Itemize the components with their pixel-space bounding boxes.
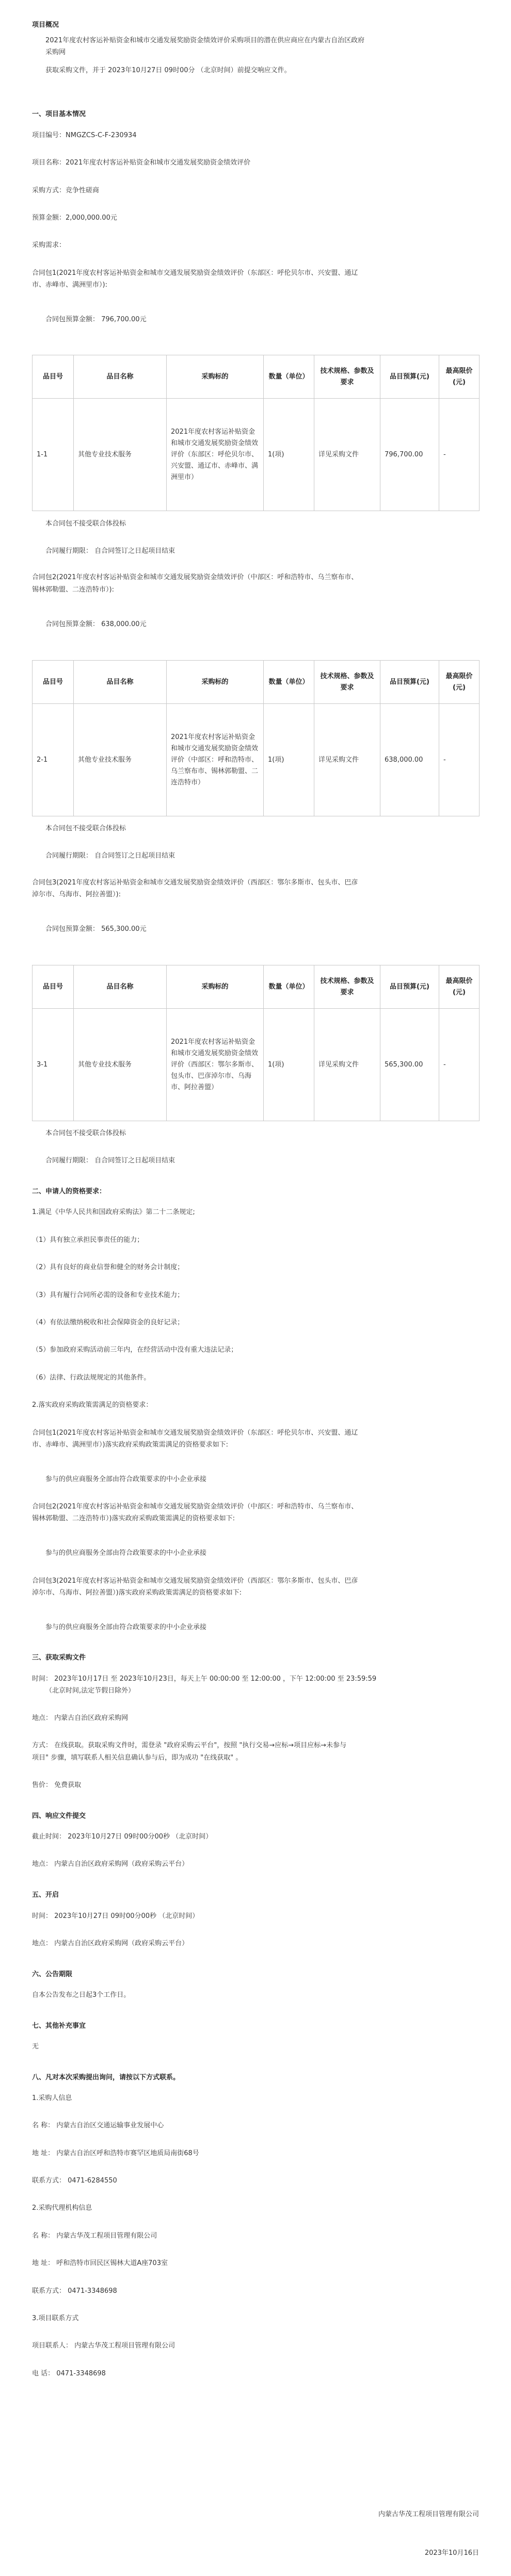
policy-line: 合同包2(2021年度农村客运补贴资金和城市交通发展奖励资金绩效评价（中部区：呼和浩特市、乌兰察布市、 [32, 1503, 358, 1511]
section-heading: 四、响应文件提交 [32, 1812, 86, 1820]
header-cell: 最高限价(元) [439, 965, 480, 1009]
agency-address: 地 址： 呼和浩特市回民区锡林大道A座703室 [32, 2259, 168, 2267]
qualification-item: （6）法律、行政法规规定的其他条件。 [32, 1374, 151, 1382]
acquire-method: 项目" 步骤，填写联系人相关信息确认参与后，即为成功 "在线获取" 。 [32, 1754, 243, 1762]
header-cell: 最高限价(元) [439, 661, 480, 704]
qualification-item: （1）具有独立承担民事责任的能力； [32, 1236, 144, 1244]
item-quantity: 1(项) [264, 704, 314, 816]
qualification-item: （4）有依法缴纳税收和社会保障资金的良好记录； [32, 1319, 184, 1326]
item-budget: 638,000.00 [380, 704, 439, 816]
header-cell: 技术规格、参数及要求 [314, 965, 380, 1009]
agency-phone: 联系方式： 0471-3348698 [32, 2287, 117, 2295]
acquire-method: 方式： 在线获取。获取采购文件时，需登录 "政府采购云平台"，按照 "执行交易→应标→项目应标→未参与 [32, 1742, 347, 1749]
opening-time: 时间： 2023年10月27日 09时00分00秒 （北京时间） [32, 1912, 199, 1920]
header-cell: 品目名称 [74, 355, 167, 399]
lot-budget: 合同包预算金额： 796,700.00元 [45, 316, 147, 323]
table-row [33, 1009, 480, 1121]
notice-period: 自本公告发布之日起3个工作日。 [32, 1991, 131, 1999]
header-cell: 采购标的 [167, 661, 264, 704]
header-cell: 技术规格、参数及要求 [314, 355, 380, 399]
purchaser-name: 名 称： 内蒙古自治区交通运输事业发展中心 [32, 2122, 164, 2129]
item-max-price: - [439, 704, 480, 816]
item-spec: 详见采购文件 [314, 704, 380, 816]
item-number: 3-1 [33, 1009, 74, 1121]
acquire-time: （北京时间,法定节假日除外） [45, 1687, 135, 1695]
section-heading: 六、公告期限 [32, 1971, 73, 1978]
header-cell: 数量（单位） [264, 661, 314, 704]
header-cell: 品目预算(元) [380, 965, 439, 1009]
purchaser-address: 地 址： 内蒙古自治区呼和浩特市赛罕区地质局南街68号 [32, 2150, 199, 2157]
overview-title: 项目概况 [32, 21, 59, 29]
footer-date: 2023年10月16日 [424, 2549, 479, 2557]
header-cell: 品目名称 [74, 965, 167, 1009]
budget-amount: 预算金额：2,000,000.00元 [32, 214, 117, 222]
lot-table [32, 965, 480, 1121]
contact-phone: 电 话： 0471-3348698 [32, 2370, 106, 2377]
lot-intro: 锡林郭勒盟、二连浩特市）): [32, 586, 114, 594]
item-subject: 2021年度农村客运补贴资金和城市交通发展奖励资金绩效评价（东部区：呼伦贝尔市、兴安盟、通辽市、赤峰市、满洲里市） [167, 399, 264, 511]
project-name: 项目名称：2021年度农村客运补贴资金和城市交通发展奖励资金绩效评价 [32, 159, 251, 167]
policy-line: 淖尔市、乌海市、阿拉善盟）)落实政府采购政策需满足的资格要求如下: [32, 1589, 242, 1597]
lot-consortium: 本合同包不接受联合体投标 [45, 1129, 126, 1137]
item-max-price: - [439, 1009, 480, 1121]
contact-title: 3.项目联系方式 [32, 2315, 79, 2322]
qualification-item: （2）具有良好的商业信誉和健全的财务会计制度； [32, 1264, 184, 1271]
header-cell: 品目预算(元) [380, 661, 439, 704]
item-quantity: 1(项) [264, 1009, 314, 1121]
header-cell: 数量（单位） [264, 355, 314, 399]
item-name: 其他专业技术服务 [74, 1009, 167, 1121]
submit-deadline: 截止时间： 2023年10月27日 09时00分00秒 （北京时间） [32, 1833, 213, 1841]
header-cell: 品目号 [33, 661, 74, 704]
submit-place: 地点： 内蒙古自治区政府采购网（政府采购云平台） [32, 1860, 189, 1868]
section-heading: 二、申请人的资格要求： [32, 1188, 106, 1195]
item-number: 1-1 [33, 399, 74, 511]
item-budget: 565,300.00 [380, 1009, 439, 1121]
item-spec: 详见采购文件 [314, 399, 380, 511]
section-heading: 一、项目基本情况 [32, 110, 86, 118]
agency-title: 2.采购代理机构信息 [32, 2204, 92, 2212]
item-name: 其他专业技术服务 [74, 704, 167, 816]
item-budget: 796,700.00 [380, 399, 439, 511]
other-matters: 无 [32, 2043, 39, 2050]
item-max-price: - [439, 399, 480, 511]
lot-intro: 合同包3(2021年度农村客运补贴资金和城市交通发展奖励资金绩效评价（西部区：鄂尔多斯市、包头市、巴彦 [32, 879, 358, 887]
header-cell: 最高限价(元) [439, 355, 480, 399]
section-heading: 五、开启 [32, 1891, 59, 1899]
procurement-method: 采购方式：竞争性磋商 [32, 187, 100, 194]
item-quantity: 1(项) [264, 399, 314, 511]
policy-note: 参与的供应商服务全部由符合政策要求的中小企业承接 [45, 1475, 207, 1483]
policy-line: 合同包3(2021年度农村客运补贴资金和城市交通发展奖励资金绩效评价（西部区：鄂尔多斯市、包头市、巴彦 [32, 1577, 358, 1585]
acquire-place: 地点： 内蒙古自治区政府采购网 [32, 1714, 129, 1722]
agency-name: 名 称： 内蒙古华茂工程项目管理有限公司 [32, 2232, 157, 2240]
lot-table [32, 660, 480, 816]
lot-consortium: 本合同包不接受联合体投标 [45, 520, 126, 528]
header-cell: 技术规格、参数及要求 [314, 661, 380, 704]
purchaser-phone: 联系方式： 0471-6284550 [32, 2177, 117, 2185]
purchaser-title: 1.采购人信息 [32, 2094, 72, 2102]
table-row [33, 704, 480, 816]
header-cell: 采购标的 [167, 965, 264, 1009]
qualification-item: （5）参加政府采购活动前三年内，在经营活动中没有重大违法记录； [32, 1346, 238, 1354]
header-cell: 品目号 [33, 965, 74, 1009]
project-number: 项目编号：NMGZCS-C-F-230934 [32, 132, 137, 139]
contact-person: 项目联系人： 内蒙古华茂工程项目管理有限公司 [32, 2342, 175, 2350]
policy-line: 合同包1(2021年度农村客运补贴资金和城市交通发展奖励资金绩效评价（东部区：呼伦贝尔市、兴安盟、通辽 [32, 1429, 358, 1437]
header-cell: 采购标的 [167, 355, 264, 399]
overview-line: 获取采购文件，并于 2023年10月27日 09时00分 （北京时间）前提交响应文件。 [45, 67, 291, 74]
lot-term: 合同履行期限： 自合同签订之日起项目结束 [45, 852, 175, 860]
opening-place: 地点： 内蒙古自治区政府采购网（政府采购云平台） [32, 1940, 189, 1947]
procurement-demand: 采购需求： [32, 241, 66, 249]
lot-term: 合同履行期限： 自合同签订之日起项目结束 [45, 547, 175, 555]
header-cell: 数量（单位） [264, 965, 314, 1009]
policy-note: 参与的供应商服务全部由符合政策要求的中小企业承接 [45, 1549, 207, 1557]
table-row [33, 399, 480, 511]
policy-heading: 2.落实政府采购政策需满足的资格要求： [32, 1401, 153, 1409]
item-subject: 2021年度农村客运补贴资金和城市交通发展奖励资金绩效评价（中部区：呼和浩特市、乌兰察布市、锡林郭勒盟、二连浩特市） [167, 704, 264, 816]
header-cell: 品目号 [33, 355, 74, 399]
section-heading: 七、其他补充事宜 [32, 2022, 86, 2030]
section-heading: 三、获取采购文件 [32, 1654, 86, 1662]
acquire-time: 时间： 2023年10月17日 至 2023年10月23日，每天上午 00:00:00 至 12:00:00 ，下午 12:00:00 至 23:59:59 [32, 1675, 377, 1683]
acquire-price: 售价： 免费获取 [32, 1781, 82, 1789]
lot-budget: 合同包预算金额： 565,300.00元 [45, 925, 147, 933]
section-heading: 八、凡对本次采购提出询问，请按以下方式联系。 [32, 2074, 180, 2081]
item-subject: 2021年度农村客运补贴资金和城市交通发展奖励资金绩效评价（西部区：鄂尔多斯市、包头市、巴彦淖尔市、乌海市、阿拉善盟） [167, 1009, 264, 1121]
lot-intro: 合同包1(2021年度农村客运补贴资金和城市交通发展奖励资金绩效评价（东部区：呼伦贝尔市、兴安盟、通辽 [32, 269, 358, 277]
lot-intro: 合同包2(2021年度农村客运补贴资金和城市交通发展奖励资金绩效评价（中部区：呼和浩特市、乌兰察布市、 [32, 573, 358, 581]
lot-term: 合同履行期限： 自合同签订之日起项目结束 [45, 1157, 175, 1164]
qualification-intro: 1.满足《中华人民共和国政府采购法》第二十二条规定; [32, 1208, 195, 1216]
lot-intro: 淖尔市、乌海市、阿拉善盟）): [32, 891, 121, 898]
lot-consortium: 本合同包不接受联合体投标 [45, 825, 126, 832]
header-cell: 品目预算(元) [380, 355, 439, 399]
item-number: 2-1 [33, 704, 74, 816]
qualification-item: （3）具有履行合同所必需的设备和专业技术能力； [32, 1291, 184, 1299]
item-spec: 详见采购文件 [314, 1009, 380, 1121]
lot-table [32, 355, 480, 511]
item-name: 其他专业技术服务 [74, 399, 167, 511]
header-cell: 品目名称 [74, 661, 167, 704]
footer-company: 内蒙古华茂工程项目管理有限公司 [378, 2511, 479, 2518]
lot-budget: 合同包预算金额： 638,000.00元 [45, 620, 147, 628]
policy-note: 参与的供应商服务全部由符合政策要求的中小企业承接 [45, 1623, 207, 1631]
overview-line: 采购网 [45, 48, 66, 56]
overview-line: 2021年度农村客运补贴资金和城市交通发展奖励资金绩效评价采购项目的潜在供应商应在内蒙古自治区政府 [45, 37, 365, 44]
policy-line: 市、赤峰市、满洲里市）)落实政府采购政策需满足的资格要求如下: [32, 1441, 228, 1449]
policy-line: 锡林郭勒盟、二连浩特市）)落实政府采购政策需满足的资格要求如下: [32, 1515, 235, 1522]
lot-intro: 市、赤峰市、满洲里市）): [32, 281, 107, 289]
